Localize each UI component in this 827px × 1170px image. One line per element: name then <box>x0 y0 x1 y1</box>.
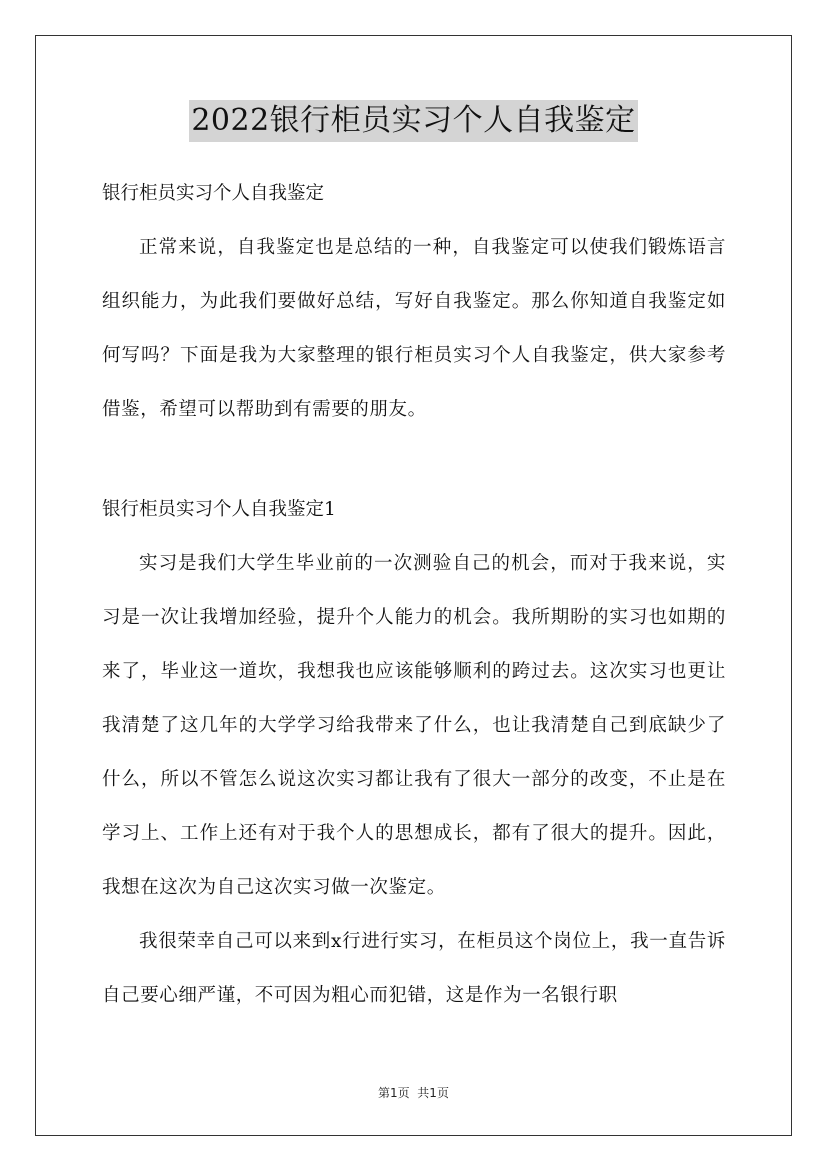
intro-paragraph: 正常来说，自我鉴定也是总结的一种，自我鉴定可以使我们锻炼语言组织能力，为此我们要做好总结，写好自我鉴定。那么你知道自我鉴定如何写吗？下面是我为大家整理的银行柜员实习个人自我鉴定，供大家参考借鉴，希望可以帮助到有需要的朋友。 <box>102 237 726 420</box>
document-title: 2022银行柜员实习个人自我鉴定 <box>189 100 637 142</box>
document-body <box>102 167 726 1023</box>
subtitle: 银行柜员实习个人自我鉴定 <box>102 183 325 204</box>
body-paragraph-2: 我很荣幸自己可以来到x行进行实习，在柜员这个岗位上，我一直告诉自己要心细严谨，不可因为粗心而犯错，这是作为一名银行职 <box>102 931 726 1006</box>
title-container <box>0 100 827 142</box>
body-paragraph-1: 实习是我们大学生毕业前的一次测验自己的机会，而对于我来说，实习是一次让我增加经验，提升个人能力的机会。我所期盼的实习也如期的来了，毕业这一道坎，我想我也应该能够顺利的跨过去。这次实习也更让我清楚了这几年的大学学习给我带来了什么，也让我清楚自己到底缺少了什么，所以不管怎么说这次实习都让我有了很大一部分的改变，不止是在学习上、工作上还有对于我个人的思想成长，都有了很大的提升。因此，我想在这次为自己这次实习做一次鉴定。 <box>102 553 726 898</box>
page-number-footer: 第1页 共1页 <box>378 1086 449 1100</box>
section-heading: 银行柜员实习个人自我鉴定1 <box>102 499 336 520</box>
section-spacer <box>102 437 726 483</box>
